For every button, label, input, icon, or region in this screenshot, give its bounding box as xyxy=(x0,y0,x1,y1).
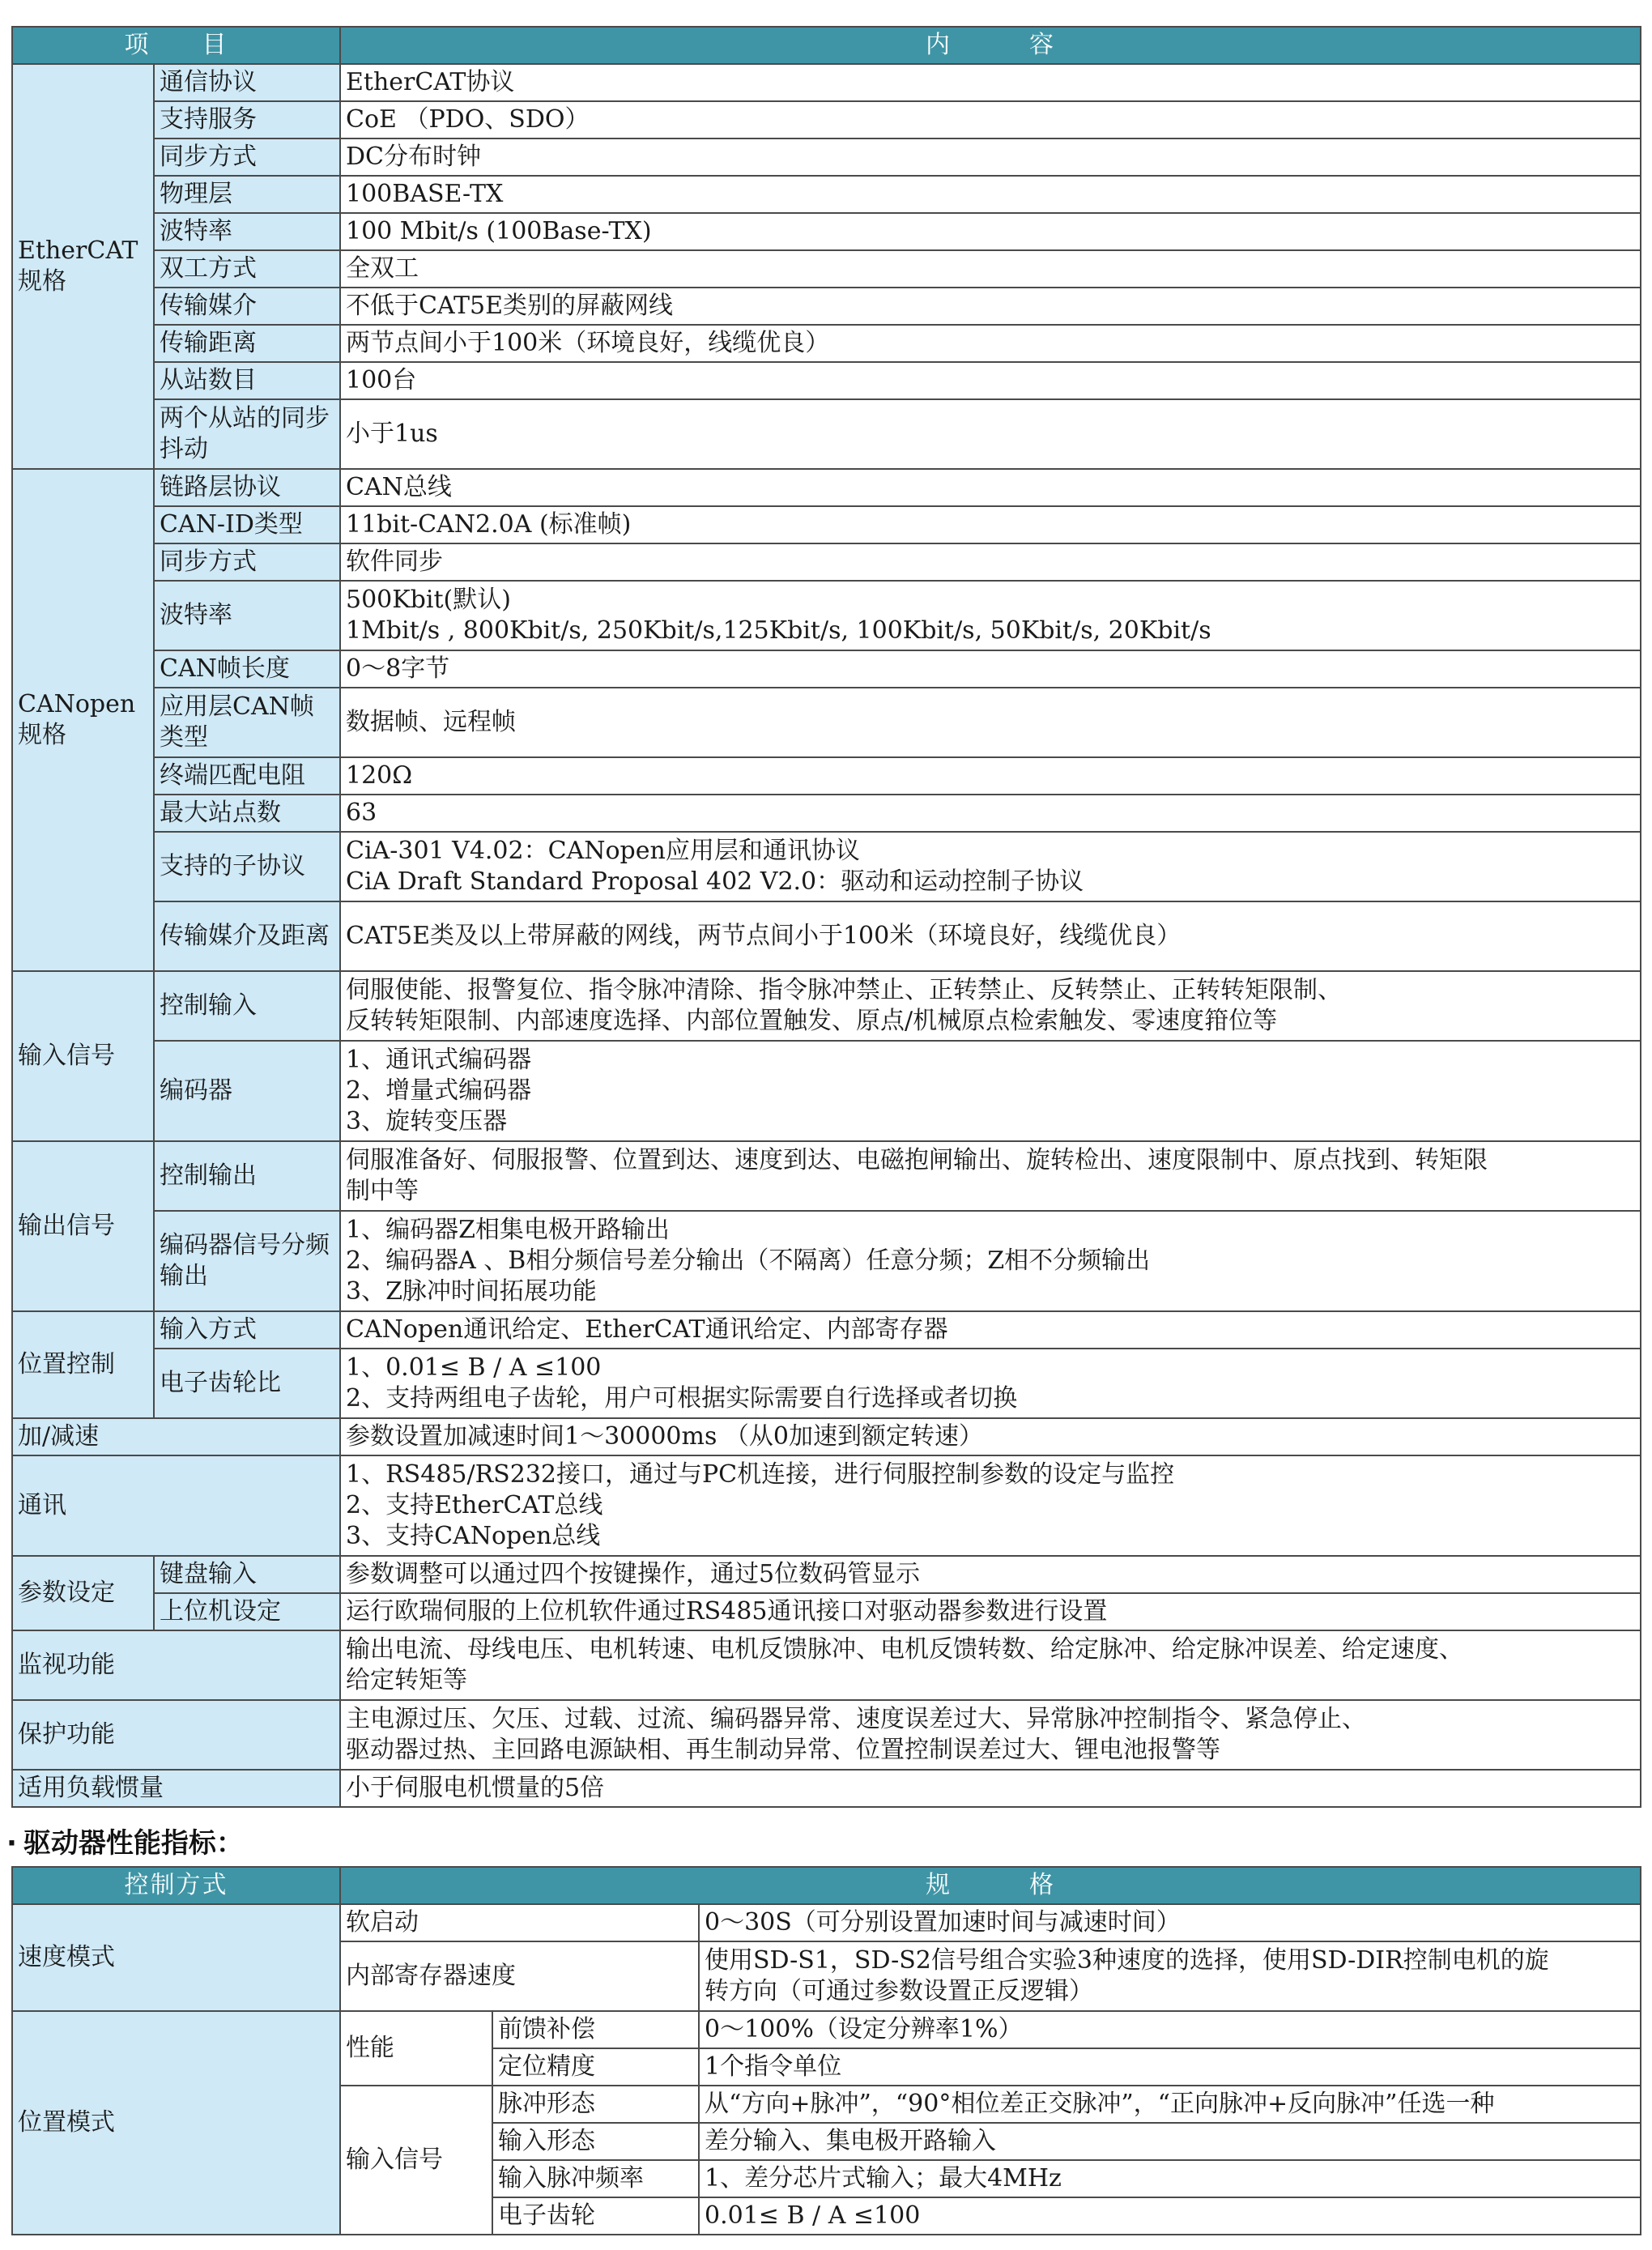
row-label: 波特率 xyxy=(154,581,340,650)
row-value: 120Ω xyxy=(340,757,1641,795)
value-line: 制中等 xyxy=(346,1177,419,1205)
category-canopen: CANopen 规格 xyxy=(12,469,154,971)
row-label: 应用层CAN帧类型 xyxy=(154,688,340,757)
value-line: 500Kbit(默认) xyxy=(346,586,511,614)
table-row xyxy=(12,469,1641,506)
table-row xyxy=(12,1700,1641,1770)
table-row xyxy=(12,1211,1641,1311)
row-label: CAN-ID类型 xyxy=(154,506,340,543)
row-label: 编码器 xyxy=(154,1041,340,1141)
row-value xyxy=(340,832,1641,901)
row-value: 100台 xyxy=(340,362,1641,399)
row-value xyxy=(340,1349,1641,1418)
value-line: 伺服使能、报警复位、指令脉冲清除、指令脉冲禁止、正转禁止、反转禁止、正转转矩限制、 xyxy=(346,976,1342,1004)
row-value: 参数调整可以通过四个按键操作，通过5位数码管显示 xyxy=(340,1556,1641,1593)
row-label: 从站数目 xyxy=(154,362,340,399)
header-item: 项 目 xyxy=(12,27,340,64)
row-value: CoE （PDO、SDO） xyxy=(340,101,1641,138)
row-value: 差分输入、集电极开路输入 xyxy=(699,2123,1641,2160)
row-value: 全双工 xyxy=(340,250,1641,288)
row-label: 同步方式 xyxy=(154,138,340,176)
row-label: 双工方式 xyxy=(154,250,340,288)
row-value: 0～8字节 xyxy=(340,650,1641,688)
row-value: 1个指令单位 xyxy=(699,2048,1641,2086)
value-line: 转方向（可通过参数设置正反逻辑） xyxy=(705,1977,1093,2005)
row-value: 不低于CAT5E类别的屏蔽网线 xyxy=(340,288,1641,325)
row-value: 数据帧、远程帧 xyxy=(340,688,1641,757)
category-ethercat: EtherCAT 规格 xyxy=(12,64,154,469)
header-content: 内 容 xyxy=(340,27,1641,64)
row-value: 0.01≤ B / A ≤100 xyxy=(699,2197,1641,2235)
table-row xyxy=(12,1041,1641,1141)
row-label: 传输媒介及距离 xyxy=(154,901,340,971)
category-position-control: 位置控制 xyxy=(12,1311,154,1418)
table-row xyxy=(12,506,1641,543)
value-line: 1、编码器Z相集电极开路输出 xyxy=(346,1216,670,1244)
table-row xyxy=(12,1904,1641,1941)
row-label: 控制输出 xyxy=(154,1141,340,1211)
row-label: 传输媒介 xyxy=(154,288,340,325)
spec-table xyxy=(11,26,1641,1808)
row-value: 1、差分芯片式输入；最大4MHz xyxy=(699,2160,1641,2197)
row-label: 控制输入 xyxy=(154,971,340,1041)
value-line: CiA-301 V4.02：CANopen应用层和通讯协议 xyxy=(346,837,860,865)
category-param: 参数设定 xyxy=(12,1556,154,1630)
header-spec: 规 格 xyxy=(340,1867,1641,1904)
value-line: 3、旋转变压器 xyxy=(346,1107,508,1136)
row-label: 支持服务 xyxy=(154,101,340,138)
row-value: 63 xyxy=(340,795,1641,832)
table-header xyxy=(12,1867,1641,1904)
table-row xyxy=(12,795,1641,832)
row-label: 支持的子协议 xyxy=(154,832,340,901)
table-row xyxy=(12,2011,1641,2048)
category-position-mode: 位置模式 xyxy=(12,2011,340,2235)
row-value: 0～100%（设定分辨率1%） xyxy=(699,2011,1641,2048)
table-row xyxy=(12,832,1641,901)
row-value: 参数设置加减速时间1～30000ms （从0加速到额定转速） xyxy=(340,1418,1641,1455)
row-label: 终端匹配电阻 xyxy=(154,757,340,795)
value-line: 主电源过压、欠压、过载、过流、编码器异常、速度误差过大、异常脉冲控制指令、紧急停止、 xyxy=(346,1705,1366,1733)
row-value: CAT5E类及以上带屏蔽的网线，两节点间小于100米（环境良好，线缆优良） xyxy=(340,901,1641,971)
table-row xyxy=(12,1418,1641,1455)
table-row xyxy=(12,757,1641,795)
row-label: 物理层 xyxy=(154,176,340,213)
row-value: 0～30S（可分别设置加速时间与减速时间） xyxy=(699,1904,1641,1941)
category-speed-mode: 速度模式 xyxy=(12,1904,340,2011)
category-inertia: 适用负载惯量 xyxy=(12,1770,340,1807)
table-row xyxy=(12,1770,1641,1807)
row-label: 输入脉冲频率 xyxy=(492,2160,699,2197)
row-value: 小于伺服电机惯量的5倍 xyxy=(340,1770,1641,1807)
row-value xyxy=(340,1630,1641,1700)
row-value xyxy=(699,1941,1641,2011)
row-label: 编码器信号分频输出 xyxy=(154,1211,340,1311)
table-header xyxy=(12,27,1641,64)
table-row xyxy=(12,971,1641,1041)
value-line: 1Mbit/s , 800Kbit/s, 250Kbit/s,125Kbit/s, 100Kbit/s, 50Kbit/s, 20Kbit/s xyxy=(346,616,1211,645)
group-label-input-signal: 输入信号 xyxy=(340,2086,492,2235)
row-label: 定位精度 xyxy=(492,2048,699,2086)
row-label: CAN帧长度 xyxy=(154,650,340,688)
table-row xyxy=(12,1593,1641,1630)
value-line: 2、编码器A 、B相分频信号差分输出（不隔离）任意分频；Z相不分频输出 xyxy=(346,1246,1151,1275)
row-label: 输入方式 xyxy=(154,1311,340,1349)
table-row xyxy=(12,1455,1641,1556)
table-row xyxy=(12,1630,1641,1700)
category-monitor: 监视功能 xyxy=(12,1630,340,1700)
row-value xyxy=(340,1211,1641,1311)
table-row xyxy=(12,288,1641,325)
row-label: 脉冲形态 xyxy=(492,2086,699,2123)
row-value: CAN总线 xyxy=(340,469,1641,506)
row-label: 内部寄存器速度 xyxy=(340,1941,699,2011)
value-line: 2、支持EtherCAT总线 xyxy=(346,1491,603,1519)
row-label: 传输距离 xyxy=(154,325,340,362)
row-value: 11bit-CAN2.0A (标准帧) xyxy=(340,506,1641,543)
row-value: 从“方向+脉冲”，“90°相位差正交脉冲”，“正向脉冲+反向脉冲”任选一种 xyxy=(699,2086,1641,2123)
value-line: 1、RS485/RS232接口，通过与PC机连接，进行伺服控制参数的设定与监控 xyxy=(346,1460,1175,1489)
table-row xyxy=(12,1349,1641,1418)
value-line: 2、支持两组电子齿轮，用户可根据实际需要自行选择或者切换 xyxy=(346,1384,1018,1413)
table-row xyxy=(12,138,1641,176)
row-value: 运行欧瑞伺服的上位机软件通过RS485通讯接口对驱动器参数进行设置 xyxy=(340,1593,1641,1630)
category-accel: 加/减速 xyxy=(12,1418,340,1455)
row-value: 两节点间小于100米（环境良好，线缆优良） xyxy=(340,325,1641,362)
value-line: 给定转矩等 xyxy=(346,1666,467,1694)
header-control-mode: 控制方式 xyxy=(12,1867,340,1904)
table-row xyxy=(12,362,1641,399)
table-row xyxy=(12,64,1641,101)
row-label: 通信协议 xyxy=(154,64,340,101)
table-row xyxy=(12,688,1641,757)
table-row xyxy=(12,581,1641,650)
row-label: 同步方式 xyxy=(154,543,340,581)
row-label: 前馈补偿 xyxy=(492,2011,699,2048)
row-value: 小于1us xyxy=(340,399,1641,469)
row-value: EtherCAT协议 xyxy=(340,64,1641,101)
table-row xyxy=(12,1311,1641,1349)
row-label: 电子齿轮 xyxy=(492,2197,699,2235)
group-label-performance: 性能 xyxy=(340,2011,492,2086)
value-line: 使用SD-S1，SD-S2信号组合实验3种速度的选择，使用SD-DIR控制电机的旋 xyxy=(705,1946,1549,1975)
value-line: 输出电流、母线电压、电机转速、电机反馈脉冲、电机反馈转数、给定脉冲、给定脉冲误差、给定速度、 xyxy=(346,1635,1463,1664)
row-label: 键盘输入 xyxy=(154,1556,340,1593)
row-label: 电子齿轮比 xyxy=(154,1349,340,1418)
table-row xyxy=(12,1556,1641,1593)
row-value xyxy=(340,971,1641,1041)
row-label: 链路层协议 xyxy=(154,469,340,506)
value-line: 反转转矩限制、内部速度选择、内部位置触发、原点/机械原点检索触发、零速度箝位等 xyxy=(346,1007,1278,1035)
value-line: 1、0.01≤ B / A ≤100 xyxy=(346,1353,602,1382)
row-value: 100BASE-TX xyxy=(340,176,1641,213)
category-input-signal: 输入信号 xyxy=(12,971,154,1141)
row-value xyxy=(340,1141,1641,1211)
value-line: 伺服准备好、伺服报警、位置到达、速度到达、电磁抱闸输出、旋转检出、速度限制中、原点找到、转矩限 xyxy=(346,1146,1488,1174)
value-line: 2、增量式编码器 xyxy=(346,1076,532,1105)
value-line: 3、支持CANopen总线 xyxy=(346,1522,601,1550)
row-value xyxy=(340,1041,1641,1141)
row-label: 最大站点数 xyxy=(154,795,340,832)
value-line: 驱动器过热、主回路电源缺相、再生制动异常、位置控制误差过大、锂电池报警等 xyxy=(346,1736,1220,1764)
row-label: 两个从站的同步抖动 xyxy=(154,399,340,469)
row-value xyxy=(340,1455,1641,1556)
category-protect: 保护功能 xyxy=(12,1700,340,1770)
row-label: 输入形态 xyxy=(492,2123,699,2160)
table-row xyxy=(12,901,1641,971)
row-value: 软件同步 xyxy=(340,543,1641,581)
row-value: CANopen通讯给定、EtherCAT通讯给定、内部寄存器 xyxy=(340,1311,1641,1349)
category-comm: 通讯 xyxy=(12,1455,340,1556)
table-row xyxy=(12,250,1641,288)
table-row xyxy=(12,101,1641,138)
row-value: 100 Mbit/s (100Base-TX) xyxy=(340,213,1641,250)
row-label: 软启动 xyxy=(340,1904,699,1941)
section-title xyxy=(6,1827,244,1860)
table-row xyxy=(12,213,1641,250)
row-label: 上位机设定 xyxy=(154,1593,340,1630)
table-row xyxy=(12,176,1641,213)
row-value xyxy=(340,581,1641,650)
bullet-icon: · xyxy=(6,1827,17,1860)
category-output-signal: 输出信号 xyxy=(12,1141,154,1311)
table-row xyxy=(12,1141,1641,1211)
row-label: 波特率 xyxy=(154,213,340,250)
table-row xyxy=(12,399,1641,469)
performance-table xyxy=(11,1866,1641,2235)
value-line: CiA Draft Standard Proposal 402 V2.0：驱动和运动控制子协议 xyxy=(346,867,1084,896)
value-line: 1、通讯式编码器 xyxy=(346,1046,532,1074)
row-value: DC分布时钟 xyxy=(340,138,1641,176)
row-value xyxy=(340,1700,1641,1770)
table-row xyxy=(12,650,1641,688)
table-row xyxy=(12,325,1641,362)
value-line: 3、Z脉冲时间拓展功能 xyxy=(346,1277,597,1306)
table-row xyxy=(12,543,1641,581)
section-title-text: 驱动器性能指标： xyxy=(23,1827,244,1860)
